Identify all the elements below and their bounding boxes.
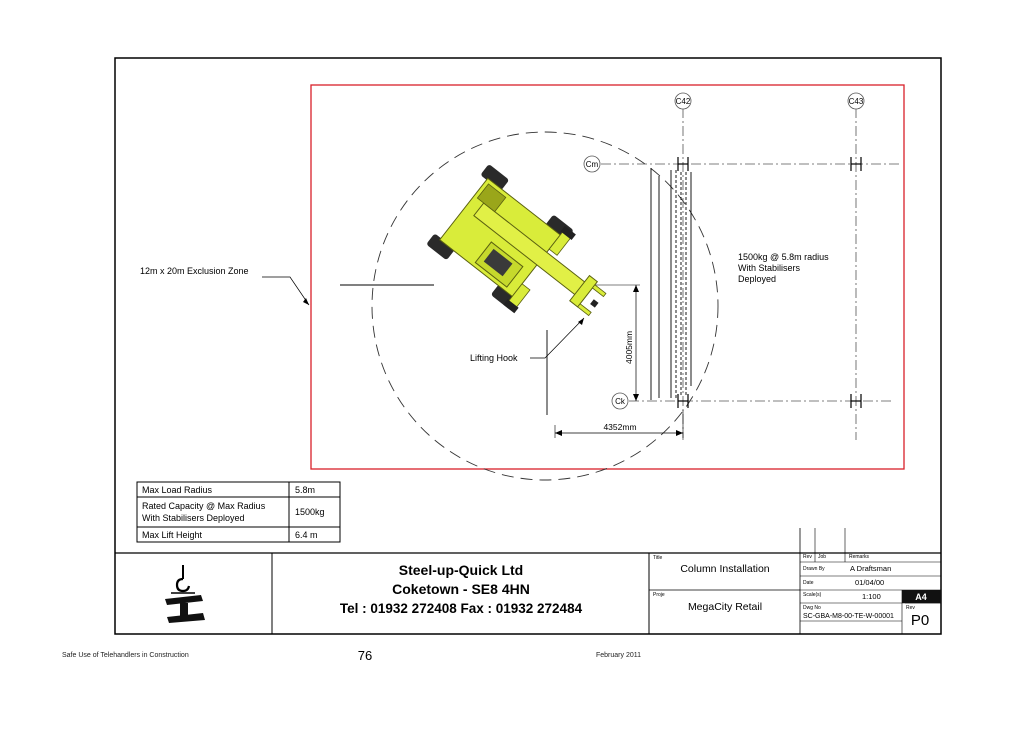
dim-label-vertical: 4005mm — [624, 330, 634, 364]
fork-icon — [578, 304, 591, 316]
company-address: Coketown - SE8 4HN — [392, 581, 530, 597]
exclusion-leader — [262, 277, 309, 305]
lifting-hook-label: Lifting Hook — [470, 353, 518, 363]
exclusion-zone-boundary — [311, 85, 904, 469]
capacity-note-line1: 1500kg @ 5.8m radius — [738, 252, 829, 262]
spec-table — [137, 482, 340, 542]
title-block — [115, 528, 941, 634]
rev-caption: Rev — [803, 554, 812, 560]
company-name: Steel-up-Quick Ltd — [398, 562, 524, 578]
grid-label-c42: C42 — [675, 97, 691, 106]
crane-hook-beam-icon — [165, 565, 205, 623]
drawing-scale: 1:100 — [862, 592, 881, 601]
spec-label-max-radius: Max Load Radius — [142, 485, 213, 495]
grid-label-c43: C43 — [848, 97, 864, 106]
drawing-number: SC-GBA-M8-00-TE-W-00001 — [803, 613, 894, 620]
date-caption: Date — [803, 580, 814, 586]
drawing-frame — [115, 58, 941, 634]
exclusion-zone-label: 12m x 20m Exclusion Zone — [140, 266, 249, 276]
drawn-by: A Draftsman — [850, 564, 892, 573]
project-caption: Proje — [653, 592, 665, 598]
rev-caption-2: Rev — [906, 605, 915, 611]
telehandler-plan — [426, 164, 624, 350]
spec-label-capacity-line2: With Stabilisers Deployed — [142, 513, 245, 523]
grid-label-ck: Ck — [615, 397, 625, 406]
sheet-size: A4 — [915, 592, 927, 602]
dim-label-horizontal: 4352mm — [603, 422, 637, 432]
footer-date: February 2011 — [596, 652, 642, 659]
spec-label-capacity-line1: Rated Capacity @ Max Radius — [142, 501, 266, 511]
remarks-caption: Remarks — [849, 554, 870, 560]
fork-icon — [592, 285, 605, 297]
project-name: MegaCity Retail — [687, 601, 763, 613]
job-caption: Job — [818, 554, 827, 560]
drawing-date: 01/04/00 — [855, 578, 885, 587]
column-elevation-lines — [651, 168, 691, 400]
spec-value-lift-height: 6.4 m — [295, 530, 318, 540]
capacity-note-line3: Deployed — [738, 274, 777, 284]
lift-radius-circle — [372, 132, 718, 480]
page-number: 76 — [357, 648, 373, 663]
lifting-hook-icon — [590, 299, 598, 307]
spec-value-max-radius: 5.8m — [295, 485, 316, 495]
grid-label-cm: Cm — [585, 160, 599, 169]
revision: P0 — [910, 612, 930, 629]
drawn-by-caption: Drawn By — [803, 566, 825, 572]
lifting-hook-leader — [530, 318, 584, 358]
title-caption: Title — [653, 555, 663, 561]
capacity-note-line2: With Stabilisers — [738, 263, 801, 273]
company-contact: Tel : 01932 272408 Fax : 01932 272484 — [339, 601, 583, 616]
spec-value-capacity: 1500kg — [295, 507, 325, 517]
footer-left: Safe Use of Telehandlers in Construction — [62, 652, 189, 659]
arrow-icon — [578, 318, 584, 325]
drawing-title: Column Installation — [680, 563, 770, 575]
spec-label-lift-height: Max Lift Height — [142, 530, 203, 540]
scale-caption: Scale(s) — [803, 592, 822, 598]
dwg-caption: Dwg No — [803, 605, 821, 611]
arrow-icon — [303, 298, 309, 305]
